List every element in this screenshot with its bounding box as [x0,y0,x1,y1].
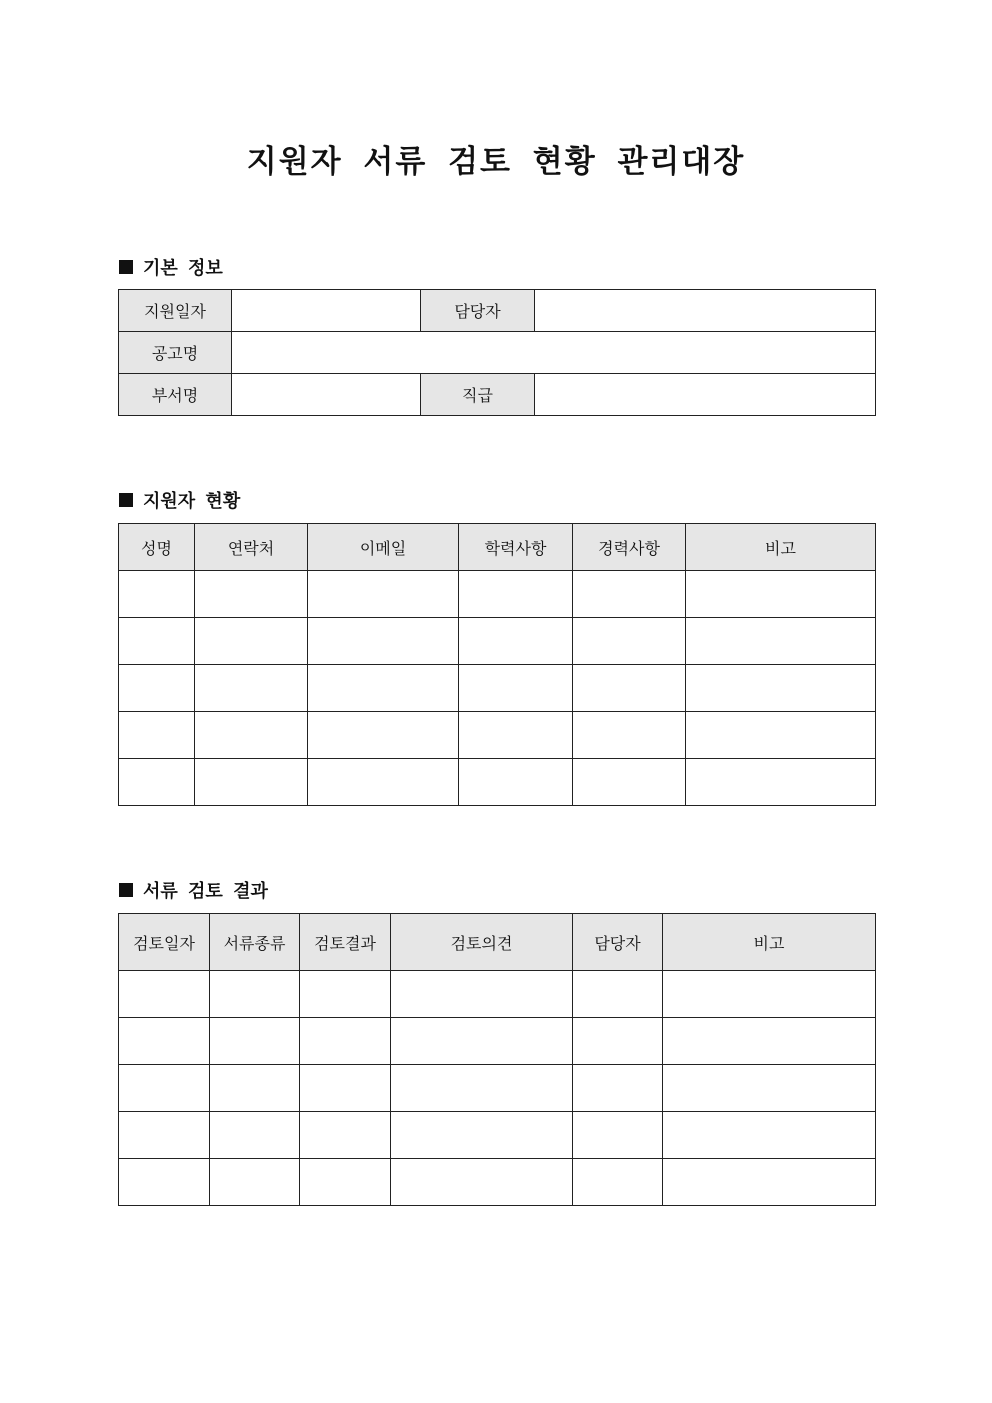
table-cell[interactable] [119,1112,210,1159]
section-heading-applicants [119,487,240,513]
table-cell[interactable] [308,759,459,806]
table-cell[interactable] [459,665,573,712]
table-cell[interactable] [119,971,210,1018]
table-cell[interactable] [210,1112,300,1159]
column-header: 검토의견 [391,914,573,971]
table-cell[interactable] [459,712,573,759]
column-header: 성명 [119,524,195,571]
table-cell[interactable] [573,712,686,759]
table-cell[interactable] [573,1112,663,1159]
column-header: 비고 [686,524,876,571]
table-cell[interactable] [119,1159,210,1206]
table-cell[interactable] [391,1018,573,1065]
table-cell[interactable] [686,571,876,618]
table-cell[interactable] [210,971,300,1018]
table-row [119,374,876,416]
table-cell[interactable] [119,1018,210,1065]
table-cell[interactable] [573,571,686,618]
basic-info-table [118,289,876,416]
table-cell[interactable] [119,571,195,618]
table-cell[interactable] [195,571,308,618]
table-cell[interactable] [391,1065,573,1112]
table-cell[interactable] [119,712,195,759]
table-cell[interactable] [686,759,876,806]
column-header: 담당자 [573,914,663,971]
applicants-table [118,523,876,806]
square-bullet-icon [119,883,133,897]
table-cell[interactable] [300,1112,391,1159]
table-row [119,618,876,665]
table-cell[interactable] [119,1065,210,1112]
table-row [119,1018,876,1065]
section-heading-basic-info [119,254,223,280]
table-cell[interactable] [391,1159,573,1206]
table-cell[interactable] [663,1018,876,1065]
table-row [119,665,876,712]
table-cell[interactable] [663,1159,876,1206]
table-cell[interactable] [308,571,459,618]
table-row [119,290,876,332]
table-cell[interactable] [391,971,573,1018]
review-results-table [118,913,876,1206]
table-cell[interactable] [573,665,686,712]
table-cell[interactable] [300,1159,391,1206]
table-cell[interactable] [195,759,308,806]
table-cell[interactable] [195,665,308,712]
table-cell[interactable] [573,1065,663,1112]
table-cell[interactable] [119,665,195,712]
table-header-row [119,524,876,571]
table-cell[interactable] [459,571,573,618]
table-header-row [119,914,876,971]
table-cell[interactable] [459,618,573,665]
field-label: 부서명 [119,374,232,416]
manager-field[interactable] [535,290,876,332]
table-cell[interactable] [663,971,876,1018]
square-bullet-icon [119,493,133,507]
document-title: 지원자 서류 검토 현황 관리대장 [246,144,746,180]
table-row [119,971,876,1018]
table-cell[interactable] [308,618,459,665]
section-label: 지원자 현황 [143,491,241,512]
column-header: 검토결과 [300,914,391,971]
table-cell[interactable] [573,1159,663,1206]
table-row [119,571,876,618]
table-row [119,759,876,806]
column-header: 이메일 [308,524,459,571]
table-cell[interactable] [663,1112,876,1159]
column-header: 학력사항 [459,524,573,571]
table-row [119,712,876,759]
square-bullet-icon [119,260,133,274]
table-row [119,1112,876,1159]
table-cell[interactable] [308,712,459,759]
table-cell[interactable] [573,759,686,806]
table-row [119,1159,876,1206]
section-label: 기본 정보 [143,258,223,279]
table-cell[interactable] [686,665,876,712]
section-label: 서류 검토 결과 [143,881,268,902]
table-cell[interactable] [573,1018,663,1065]
table-cell[interactable] [300,1065,391,1112]
field-label: 지원일자 [119,290,232,332]
table-cell[interactable] [391,1112,573,1159]
department-field[interactable] [232,374,421,416]
application-date-field[interactable] [232,290,421,332]
table-cell[interactable] [663,1065,876,1112]
table-cell[interactable] [195,618,308,665]
table-cell[interactable] [210,1159,300,1206]
table-cell[interactable] [686,618,876,665]
field-label: 공고명 [119,332,232,374]
table-cell[interactable] [573,971,663,1018]
section-heading-review [119,877,268,903]
column-header: 검토일자 [119,914,210,971]
table-cell[interactable] [300,1018,391,1065]
table-cell[interactable] [300,971,391,1018]
table-cell[interactable] [573,618,686,665]
table-cell[interactable] [210,1065,300,1112]
table-cell[interactable] [459,759,573,806]
table-cell[interactable] [210,1018,300,1065]
table-row [119,332,876,374]
table-cell[interactable] [686,712,876,759]
table-row [119,1065,876,1112]
column-header: 비고 [663,914,876,971]
table-cell[interactable] [119,759,195,806]
field-label: 담당자 [421,290,535,332]
position-field[interactable] [535,374,876,416]
table-cell[interactable] [308,665,459,712]
field-label: 직급 [421,374,535,416]
column-header: 경력사항 [573,524,686,571]
table-cell[interactable] [119,618,195,665]
column-header: 연락처 [195,524,308,571]
table-cell[interactable] [195,712,308,759]
column-header: 서류종류 [210,914,300,971]
job-posting-field[interactable] [232,332,876,374]
